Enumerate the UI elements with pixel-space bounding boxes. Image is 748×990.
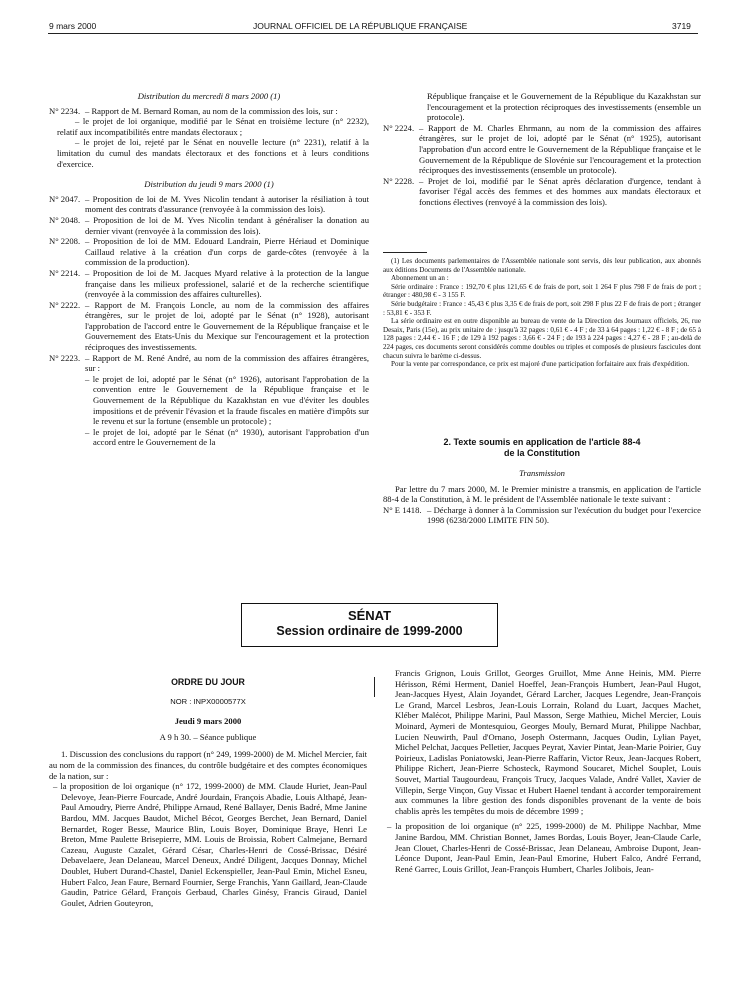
doc-2234 (49, 106, 369, 117)
senat-title: SÉNAT (347, 608, 392, 623)
footnote-sale: La série ordinaire est en outre disponible au bureau de vente de la Direction des Journaux officiels, 26, rue Desaix, Paris (15e), au prix unitaire de : jusqu'à 32 pages : 0,61 € - 4 F ; de 33 à 64 pages : 1,22 € - 8 F ; de 65 à 128 pages : 2,44 € - 16 F ; de 129 à 192 pages : 3,66 € - 24 F ; de 193 à 224 pages : 4,27 € - 28 F ; au-delà de 224 pages, ces documents seront considérés comme doubles ou triples et composés de plusieurs fascicules dont chacun suivra le barème ci-dessus. (383, 317, 701, 360)
doc-number: N° 2228. (383, 175, 415, 186)
doc-2223-continuation: République française et le Gouvernement de la République du Kazakhstan sur l'encouragement et la protection réciproques des investissements (ensemble un protocole). (427, 91, 701, 123)
transmission-text: Par lettre du 7 mars 2000, M. le Premier ministre a transmis, en application de l'article 88-4 de la Constitution, à M. le président de l'Assemblée nationale le texte suivant : (383, 483, 701, 505)
doc-text: – Proposition de loi de M. Yves Nicolin tendant à autoriser la résiliation à tout moment des contrats d'assurance (renvoyée à la commission des lois). (85, 193, 369, 215)
doc-number: N° 2223. (49, 352, 81, 363)
senat-session: Session ordinaire de 1999-2000 (276, 624, 463, 638)
doc-text: – Décharge à donner à la Commission sur l'exécution du budget pour l'exercice 1998 (6238/2000 LIMITE FIN 50). (427, 504, 701, 526)
doc-2228 (383, 176, 701, 208)
left-column-top (49, 91, 369, 448)
doc-2222 (49, 300, 369, 353)
section-title-line-1: 2. Texte soumis en application de l'article 88-4 (443, 437, 641, 447)
doc-text: – Proposition de loi de MM. Edouard Landrain, Pierre Hériaud et Dominique Caillaud relative à la création d'un corps de garde-côtes (renvoyée à la commission de la production). (85, 236, 369, 268)
doc-2047 (49, 194, 369, 215)
footnote-mail-order: Pour la vente par correspondance, ce prix est majoré d'une participation forfaitaire aux frais d'expédition. (391, 360, 690, 369)
footnote-subscription: Abonnement un an : (391, 274, 449, 283)
doc-2224 (383, 123, 701, 176)
ordre-du-jour-title: ORDRE DU JOUR (171, 677, 245, 687)
signatories-continuation: Francis Grignon, Louis Grillot, Georges Gruillot, Mme Anne Heinis, MM. Pierre Hérisson, Rémi Herment, Daniel Hoeffel, Jean-François Humbert, Jean-Paul Hugot, Jean-Jacques Hyest, Alain Joyandet, Gérard Larcher, Jacques Legendre, Jean-François Le Grand, Marcel Lesbros, Jean-Louis Lorrain, Roland du Luart, Jacques Machet, Kléber Malécot, Philippe Marini, Paul Masson, Serge Mathieu, Michel Mercier, Louis Moinard, Aymeri de Montesquiou, Georges Mouly, Bernard Murat, Philippe Nachbar, Lucien Neuwirth, Paul d'Ornano, Joseph Ostermann, Jacques Oudin, Lylian Payet, Michel Pelchat, Jacques Pelletier, Jacques Peyrat, Xavier Pintat, Jean-Marie Poirier, Guy Poirieux, Ladislas Poniatowski, Jean-Pierre Raffarin, Victor Reux, Jean-Jacques Robert, Philippe Richert, Jean-Pierre Schosteck, Raymond Soucaret, Michel Souplet, Louis Souvet, Martial Taugourdeau, François Trucy, Jacques Valade, André Vallet, Xavier de Villepin, Serge Vinçon, Guy Vissac et Hubert Haenel tendant à accorder temporairement aux communes la libre gestion des fonds disponibles provenant de la vente de bois chablis après les tempêtes du mois de décembre 1999 ; (395, 668, 701, 816)
doc-number: N° 2224. (383, 122, 415, 133)
footnote-1: (1) Les documents parlementaires de l'Assemblée nationale sont servis, dès leur publication, aux abonnés aux éditions Documents de l'Assemblée nationale. (383, 257, 701, 274)
distribution-title-1: Distribution du mercredi 8 mars 2000 (1) (137, 91, 281, 101)
doc-text: – Rapport de M. Bernard Roman, au nom de la commission des lois, sur : (85, 105, 338, 116)
doc-number: N° 2047. (49, 193, 81, 204)
column-divider (374, 677, 375, 697)
right-column-top (383, 91, 701, 208)
footnotes (383, 257, 701, 369)
doc-text: – Proposition de loi de M. Yves Nicolin tendant à généraliser la donation au dernier vivant (renvoyée à la commission des lois). (85, 214, 369, 236)
doc-2048 (49, 215, 369, 236)
doc-e1418 (383, 505, 701, 526)
doc-number: N° E 1418. (383, 504, 422, 515)
distribution-title-2: Distribution du jeudi 9 mars 2000 (1) (144, 179, 274, 190)
footnote-series-ordinary: Série ordinaire : France : 192,70 € plus 121,65 € de frais de port, soit 1 264 F plus 798 F de frais de port ; étranger : 480,98 € - 3 155 F. (383, 282, 701, 300)
doc-2223-sub-b: – le projet de loi, adopté par le Sénat (n° 1930), autorisant l'approbation d'un accord entre le Gouvernement de la (85, 426, 369, 448)
doc-text: – Proposition de loi de M. Jacques Myard relative à la protection de la langue française dans les milieux professionel, salarié et de la recherche scientifique (renvoyée à la commission des affaires culturelles). (85, 267, 369, 300)
header-page-number: 3719 (672, 21, 691, 31)
transmission-heading: Transmission (519, 468, 565, 478)
doc-text: – Rapport de M. Charles Ehrmann, au nom de la commission des affaires étrangères, sur le projet de loi, adopté par le Sénat (n° 1925), autorisant l'approbation d'un accord entre le Gouvernement de la République française et le Gouvernement de la République de Slovénie sur l'encouragement et la protection réciproques des investissements (ensemble un protocole). (419, 122, 701, 176)
doc-number: N° 2048. (49, 214, 81, 225)
header-date: 9 mars 2000 (49, 21, 97, 31)
footnote-series-budget: Série budgétaire : France : 45,43 € plus 3,35 € de frais de port, soit 298 F plus 22 F de frais de port ; étranger : 53,81 € - 353 F. (383, 299, 701, 317)
section-title-line-2: de la Constitution (504, 448, 580, 458)
footnote-rule (383, 252, 427, 253)
seance-time: A 9 h 30. – Séance publique (159, 731, 257, 742)
left-column-bottom (49, 677, 367, 908)
doc-number: N° 2214. (49, 267, 81, 278)
doc-number: N° 2234. (49, 105, 81, 116)
doc-2214 (49, 268, 369, 300)
doc-2234-sub-a: – le projet de loi organique, modifié par le Sénat en troisième lecture (n° 2232), relatif aux incompatibilités entre mandats électoraux ; (57, 116, 369, 137)
doc-text: – Rapport de M. François Loncle, au nom de la commission des affaires étrangères, sur le projet de loi, adopté par le Sénat (n° 1928), autorisant l'approbation de l'accord entre le Gouvernement de la République française et le Gouvernement des Etats-Unis du Mexique sur l'encouragement et la protection réciproques des investissements. (85, 299, 369, 353)
senat-banner (241, 603, 498, 647)
section-88-4 (383, 437, 701, 526)
right-column-bottom (383, 668, 701, 874)
agenda-item-1: 1. Discussion des conclusions du rapport (n° 249, 1999-2000) de M. Michel Mercier, fait au nom de la commission des finances, du contrôle budgétaire et des comptes économiques de la nation, sur : (49, 749, 367, 781)
doc-2208 (49, 236, 369, 268)
agenda-item-1-proposal-1: – la proposition de loi organique (n° 172, 1999-2000) de MM. Claude Huriet, Jean-Paul Delevoye, Jean-Pierre Fourcade, André Jourdain, François Abadie, Louis Althapé, Jean-Paul Amoudry, Pierre André, Philippe Arnaud, René Ballayer, Denis Badré, Mme Janine Bardou, MM. Jacques Baudot, Michel Bécot, Georges Berchet, Jean Bernard, Daniel Bernardet, Roger Besse, Maurice Blin, Louis Boyer, Dominique Braye, Henri Le Breton, Mme Paulette Brisepierre, MM. Louis de Broissia, Robert Calmejane, Bernard Cazeau, Auguste Cazalet, Gérard César, Charles-Henri de Cossé-Brissac, Désiré Debavelaere, Jean Delaneau, Marcel Deneux, André Diligent, Jacques Donnay, Michel Doublet, Hubert Durand-Chastel, Daniel Eckenspieller, Jean-Paul Emin, Michel Esneu, Hubert Falco, Jean Faure, Bernard Fournier, Serge Franchis, Yann Gaillard, Jean-Claude Gaudin, Patrice Gélard, François Gerbaud, Charles Ginésy, Francis Giraud, Daniel Goulet, Adrien Gouteyron, (53, 781, 367, 908)
doc-text: – Projet de loi, modifié par le Sénat après déclaration d'urgence, tendant à favoriser l'égal accès des femmes et des hommes aux mandats électoraux et fonctions électives (renvoyé à la commission des lois). (419, 175, 701, 207)
agenda-item-1-proposal-2: – la proposition de loi organique (n° 225, 1999-2000) de M. Philippe Nachbar, Mme Janine Bardou, MM. Christian Bonnet, James Bordas, Louis Boyer, Jean-Claude Carle, Jean Clouet, Charles-Henri de Cossé-Brissac, Jean Delaneau, Ambroise Dupont, Jean-Léonce Dupont, Jean-Paul Emin, Jean-Paul Emorine, Hubert Falco, André Ferrand, René Garrec, Louis Grillot, Jean-François Humbert, Charles Jolibois, Jean- (387, 821, 701, 874)
doc-2223 (49, 353, 369, 374)
nor-reference: NOR : INPX0000577X (170, 696, 246, 706)
doc-text: – Rapport de M. René André, au nom de la commission des affaires étrangères, sur : (85, 352, 369, 374)
doc-number: N° 2208. (49, 236, 81, 247)
doc-2234-sub-b: – le projet de loi, rejeté par le Sénat en nouvelle lecture (n° 2231), relatif à la limitation du cumul des mandats électoraux et des fonctions et à leurs conditions d'exercice. (57, 137, 369, 169)
header-journal: JOURNAL OFFICIEL DE LA RÉPUBLIQUE FRANÇAISE (253, 21, 468, 31)
session-date: Jeudi 9 mars 2000 (174, 716, 242, 727)
doc-2223-sub-a: – le projet de loi, adopté par le Sénat (n° 1926), autorisant l'approbation de la convention entre le Gouvernement de la République française et le Gouvernement de la République du Kazakhstan en vue d'éviter les doubles impositions et de prévenir l'évasion et la fraude fiscales en matière d'impôts sur le revenu et sur la fortune (ensemble un protocole) ; (85, 373, 369, 427)
doc-number: N° 2222. (49, 299, 81, 310)
header-rule (48, 33, 698, 34)
